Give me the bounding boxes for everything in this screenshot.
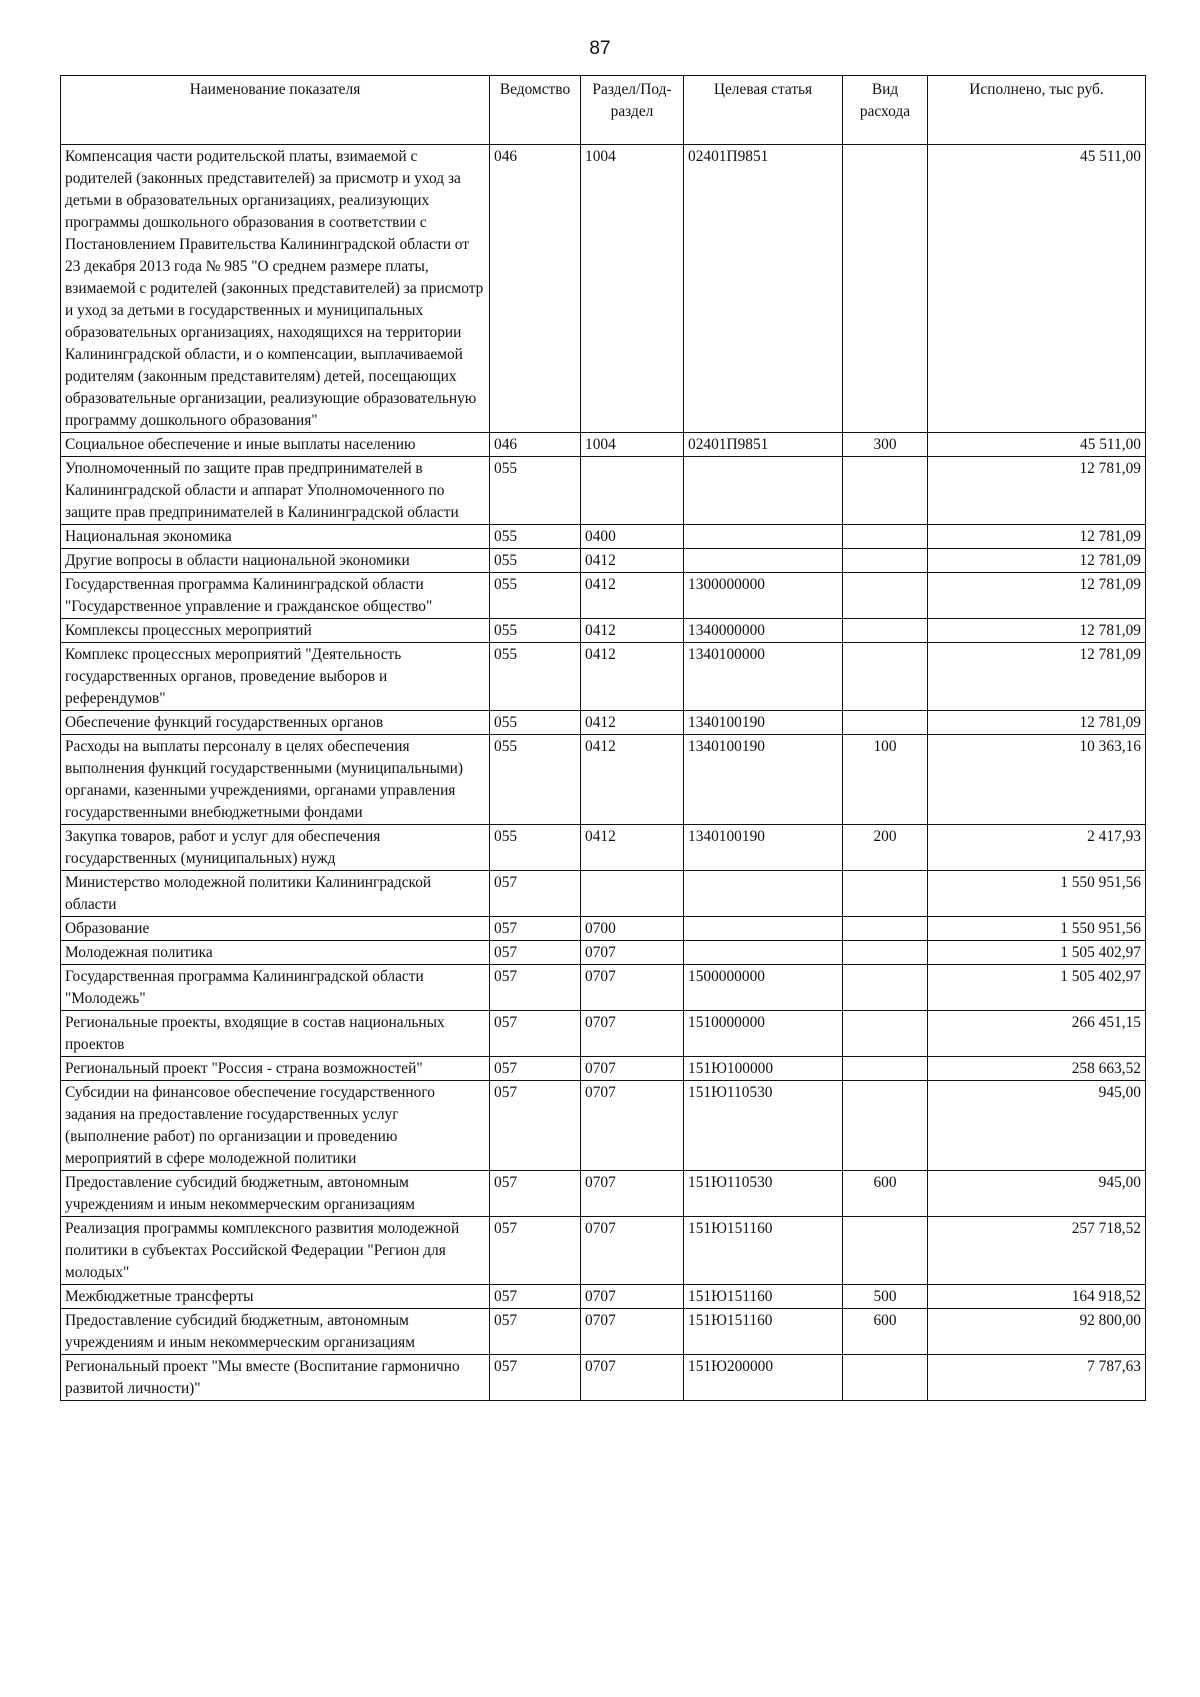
row-dept: 057 [490,965,581,1011]
row-dept: 057 [490,1081,581,1171]
table-row [61,573,1146,619]
row-name: Образование [61,917,490,941]
table-row [61,825,1146,871]
row-amount: 945,00 [928,1081,1146,1171]
table-row [61,735,1146,825]
row-name: Закупка товаров, работ и услуг для обеспечения государственных (муниципальных) нужд [61,825,490,871]
row-target: 151Ю200000 [684,1355,843,1401]
row-amount: 164 918,52 [928,1285,1146,1309]
row-type [843,1011,928,1057]
row-type [843,643,928,711]
row-amount: 10 363,16 [928,735,1146,825]
table-row [61,965,1146,1011]
row-section: 0400 [581,525,684,549]
row-target [684,457,843,525]
row-dept: 057 [490,1171,581,1217]
row-type: 300 [843,433,928,457]
table-row [61,643,1146,711]
row-name: Социальное обеспечение и иные выплаты населению [61,433,490,457]
row-section: 0707 [581,965,684,1011]
row-name: Реализация программы комплексного развития молодежной политики в субъектах Российской Федерации "Регион для молодых" [61,1217,490,1285]
row-name: Комплекс процессных мероприятий "Деятельность государственных органов, проведение выборов и референдумов" [61,643,490,711]
row-type [843,1057,928,1081]
row-dept: 055 [490,573,581,619]
table-row [61,1011,1146,1057]
header-type: Вид расхода [843,76,928,145]
row-target [684,525,843,549]
table-body [61,145,1146,1401]
row-type [843,871,928,917]
row-target: 151Ю110530 [684,1081,843,1171]
row-name: Компенсация части родительской платы, взимаемой с родителей (законных представителей) за присмотр и уход за детьми в образовательных организациях, реализующих программы дошкольного образования в соответствии с Постановлением Правительства Калининградской области от 23 декабря 2013 года № 985 "О среднем размере платы, взимаемой с родителей (законных представителей) за присмотр и уход за детьми в государственных и муниципальных образовательных организациях, находящихся на территории Калининградской области, и о компенсации, выплачиваемой родителям (законным представителям) детей, посещающих образовательные организации, реализующие образовательную программу дошкольного образования" [61,145,490,433]
row-amount: 45 511,00 [928,433,1146,457]
row-section: 0707 [581,941,684,965]
row-target: 1340100000 [684,643,843,711]
row-amount: 12 781,09 [928,619,1146,643]
row-amount: 1 550 951,56 [928,917,1146,941]
row-amount: 1 505 402,97 [928,965,1146,1011]
row-name: Национальная экономика [61,525,490,549]
row-dept: 057 [490,1355,581,1401]
row-dept: 055 [490,619,581,643]
row-name: Региональный проект "Россия - страна возможностей" [61,1057,490,1081]
row-section: 0700 [581,917,684,941]
row-section: 0707 [581,1057,684,1081]
header-amount: Исполнено, тыс руб. [928,76,1146,145]
table-row [61,549,1146,573]
table-row [61,1081,1146,1171]
row-type [843,1217,928,1285]
row-target: 151Ю151160 [684,1285,843,1309]
row-section: 0707 [581,1217,684,1285]
row-target [684,549,843,573]
row-name: Субсидии на финансовое обеспечение государственного задания на предоставление государственных услуг (выполнение работ) по организации и проведению мероприятий в сфере молодежной политики [61,1081,490,1171]
row-amount: 257 718,52 [928,1217,1146,1285]
row-target [684,917,843,941]
table-row [61,525,1146,549]
row-type [843,711,928,735]
row-amount: 7 787,63 [928,1355,1146,1401]
row-amount: 258 663,52 [928,1057,1146,1081]
row-target: 02401П9851 [684,433,843,457]
row-name: Региональные проекты, входящие в состав национальных проектов [61,1011,490,1057]
row-type: 600 [843,1309,928,1355]
row-section: 0412 [581,619,684,643]
row-amount: 1 505 402,97 [928,941,1146,965]
row-amount: 45 511,00 [928,145,1146,433]
row-name: Предоставление субсидий бюджетным, автономным учреждениям и иным некоммерческим организациям [61,1171,490,1217]
row-dept: 046 [490,433,581,457]
row-type [843,549,928,573]
row-dept: 057 [490,1011,581,1057]
row-type [843,1355,928,1401]
row-amount: 1 550 951,56 [928,871,1146,917]
row-section: 0707 [581,1355,684,1401]
row-name: Расходы на выплаты персоналу в целях обеспечения выполнения функций государственными (муниципальными) органами, казенными учреждениями, органами управления государственными внебюджетными фондами [61,735,490,825]
row-dept: 055 [490,735,581,825]
row-name: Комплексы процессных мероприятий [61,619,490,643]
row-dept: 055 [490,825,581,871]
row-target: 1510000000 [684,1011,843,1057]
row-dept: 057 [490,1285,581,1309]
row-section: 1004 [581,433,684,457]
table-row [61,1309,1146,1355]
table-row [61,1171,1146,1217]
row-dept: 057 [490,917,581,941]
row-type [843,573,928,619]
row-name: Министерство молодежной политики Калининградской области [61,871,490,917]
row-target: 151Ю100000 [684,1057,843,1081]
row-section: 0707 [581,1285,684,1309]
row-dept: 046 [490,145,581,433]
row-type [843,941,928,965]
page-number: 87 [589,38,611,59]
row-section: 0412 [581,573,684,619]
table-row [61,619,1146,643]
row-name: Другие вопросы в области национальной экономики [61,549,490,573]
row-dept: 057 [490,1057,581,1081]
row-amount: 12 781,09 [928,643,1146,711]
row-section [581,871,684,917]
row-type [843,525,928,549]
table-row [61,145,1146,433]
row-target: 1340100190 [684,735,843,825]
row-target: 02401П9851 [684,145,843,433]
row-name: Предоставление субсидий бюджетным, автономным учреждениям и иным некоммерческим организациям [61,1309,490,1355]
row-name: Обеспечение функций государственных органов [61,711,490,735]
row-type [843,965,928,1011]
row-type: 200 [843,825,928,871]
row-dept: 055 [490,457,581,525]
table-row [61,1355,1146,1401]
row-dept: 055 [490,549,581,573]
row-dept: 055 [490,643,581,711]
row-target: 151Ю151160 [684,1217,843,1285]
table-row [61,1057,1146,1081]
row-section: 0412 [581,735,684,825]
row-name: Государственная программа Калининградской области "Государственное управление и гражданское общество" [61,573,490,619]
header-target: Целевая статья [684,76,843,145]
row-amount: 945,00 [928,1171,1146,1217]
row-type: 500 [843,1285,928,1309]
row-section: 1004 [581,145,684,433]
table-row [61,1217,1146,1285]
header-section: Раздел/Под-раздел [581,76,684,145]
row-type [843,917,928,941]
row-type [843,1081,928,1171]
row-dept: 057 [490,1217,581,1285]
row-section [581,457,684,525]
row-amount: 12 781,09 [928,549,1146,573]
row-section: 0412 [581,825,684,871]
row-section: 0707 [581,1081,684,1171]
row-target [684,941,843,965]
budget-table [60,75,1146,1401]
row-type [843,457,928,525]
row-amount: 12 781,09 [928,457,1146,525]
table-row [61,941,1146,965]
table-row [61,711,1146,735]
table-row [61,1285,1146,1309]
row-amount: 92 800,00 [928,1309,1146,1355]
header-name: Наименование показателя [61,76,490,145]
row-dept: 057 [490,1309,581,1355]
row-dept: 055 [490,711,581,735]
row-target: 151Ю151160 [684,1309,843,1355]
table-row [61,917,1146,941]
row-target: 151Ю110530 [684,1171,843,1217]
row-section: 0412 [581,643,684,711]
row-name: Государственная программа Калининградской области "Молодежь" [61,965,490,1011]
row-target: 1340100190 [684,825,843,871]
table-row [61,433,1146,457]
row-section: 0412 [581,549,684,573]
header-dept: Ведомство [490,76,581,145]
row-type [843,619,928,643]
row-amount: 12 781,09 [928,711,1146,735]
row-target: 1500000000 [684,965,843,1011]
row-dept: 055 [490,525,581,549]
row-amount: 12 781,09 [928,525,1146,549]
row-name: Молодежная политика [61,941,490,965]
row-type: 600 [843,1171,928,1217]
row-name: Региональный проект "Мы вместе (Воспитание гармонично развитой личности)" [61,1355,490,1401]
row-amount: 266 451,15 [928,1011,1146,1057]
row-target: 1340000000 [684,619,843,643]
row-target: 1340100190 [684,711,843,735]
row-section: 0707 [581,1309,684,1355]
row-name: Межбюджетные трансферты [61,1285,490,1309]
table-header-row [61,76,1146,145]
row-section: 0412 [581,711,684,735]
row-type [843,145,928,433]
row-target: 1300000000 [684,573,843,619]
row-amount: 2 417,93 [928,825,1146,871]
row-dept: 057 [490,871,581,917]
row-dept: 057 [490,941,581,965]
table-row [61,457,1146,525]
row-target [684,871,843,917]
row-name: Уполномоченный по защите прав предпринимателей в Калининградской области и аппарат Уполномоченного по защите прав предпринимателей в Калининградской области [61,457,490,525]
row-type: 100 [843,735,928,825]
row-section: 0707 [581,1171,684,1217]
row-amount: 12 781,09 [928,573,1146,619]
table-row [61,871,1146,917]
row-section: 0707 [581,1011,684,1057]
